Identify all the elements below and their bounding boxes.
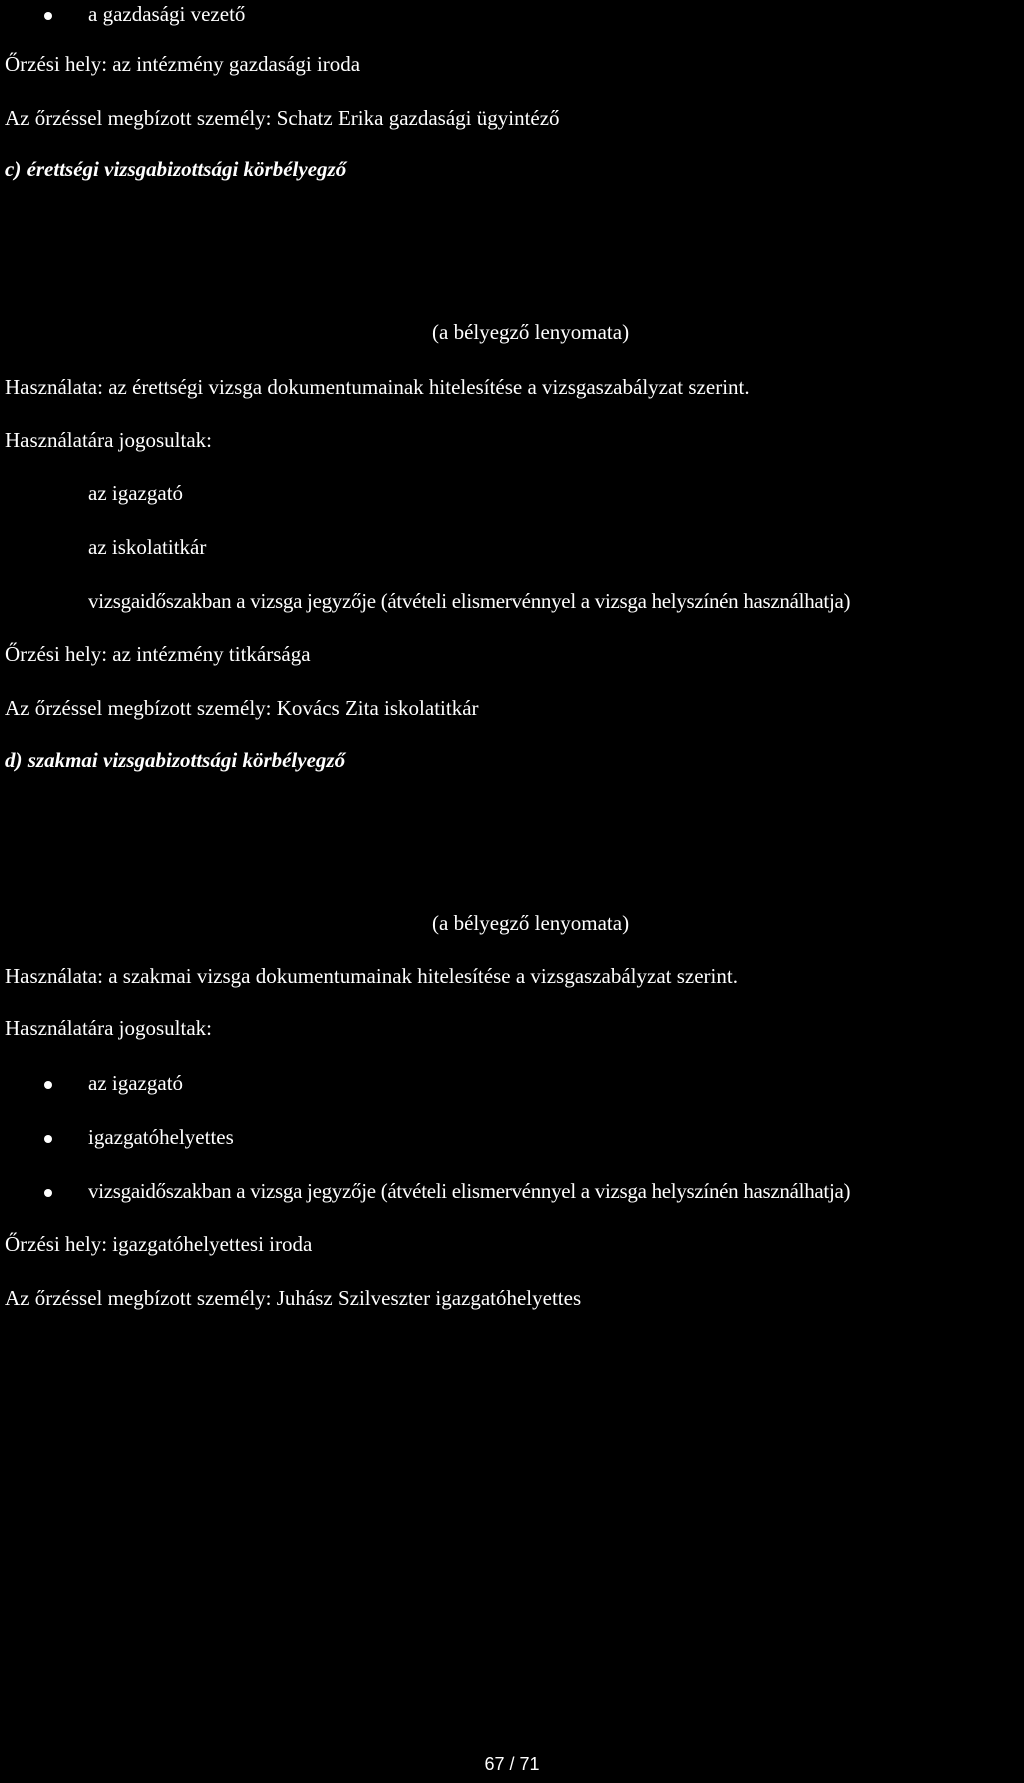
storage-place-d: Őrzési hely: igazgatóhelyettesi iroda <box>5 1232 313 1256</box>
authorized-item-d-3: vizsgaidőszakban a vizsga jegyzője (átvételi elismervénnyel a vizsga helyszínén használhatja) <box>88 1179 851 1203</box>
authorized-item-d-1: az igazgató <box>88 1071 184 1095</box>
usage-d: Használata: a szakmai vizsga dokumentumainak hitelesítése a vizsgaszabályzat szerint. <box>5 964 738 988</box>
storage-place-c: Őrzési hely: az intézmény titkársága <box>5 642 311 666</box>
stamp-caption-c: (a bélyegző lenyomata) <box>432 320 630 344</box>
stamp-caption-d: (a bélyegző lenyomata) <box>432 911 630 935</box>
authorized-item-c-2: az iskolatitkár <box>88 535 207 559</box>
heading-c: c) érettségi vizsgabizottsági körbélyegző <box>5 157 347 181</box>
heading-d: d) szakmai vizsgabizottsági körbélyegző <box>5 748 346 772</box>
bullet-icon <box>44 12 52 20</box>
authorized-item-c-3: vizsgaidőszakban a vizsga jegyzője (átvételi elismervénnyel a vizsga helyszínén használhatja) <box>88 589 851 613</box>
custodian-b: Az őrzéssel megbízott személy: Schatz Erika gazdasági ügyintéző <box>5 106 560 130</box>
page-number: 67 / 71 <box>484 1754 540 1774</box>
usage-c: Használata: az érettségi vizsga dokumentumainak hitelesítése a vizsgaszabályzat szerint. <box>5 375 750 399</box>
bullet-icon <box>44 1189 52 1197</box>
bullet-icon <box>44 1081 52 1089</box>
authorized-label-d: Használatára jogosultak: <box>5 1016 213 1040</box>
authorized-item-c-1: az igazgató <box>88 481 184 505</box>
storage-place-b: Őrzési hely: az intézmény gazdasági iroda <box>5 52 361 76</box>
authorized-label-c: Használatára jogosultak: <box>5 428 213 452</box>
custodian-d: Az őrzéssel megbízott személy: Juhász Szilveszter igazgatóhelyettes <box>5 1286 582 1310</box>
list-item-economic-leader: a gazdasági vezető <box>88 2 246 26</box>
custodian-c: Az őrzéssel megbízott személy: Kovács Zita iskolatitkár <box>5 696 479 720</box>
authorized-item-d-2: igazgatóhelyettes <box>88 1125 234 1149</box>
bullet-icon <box>44 1135 52 1143</box>
